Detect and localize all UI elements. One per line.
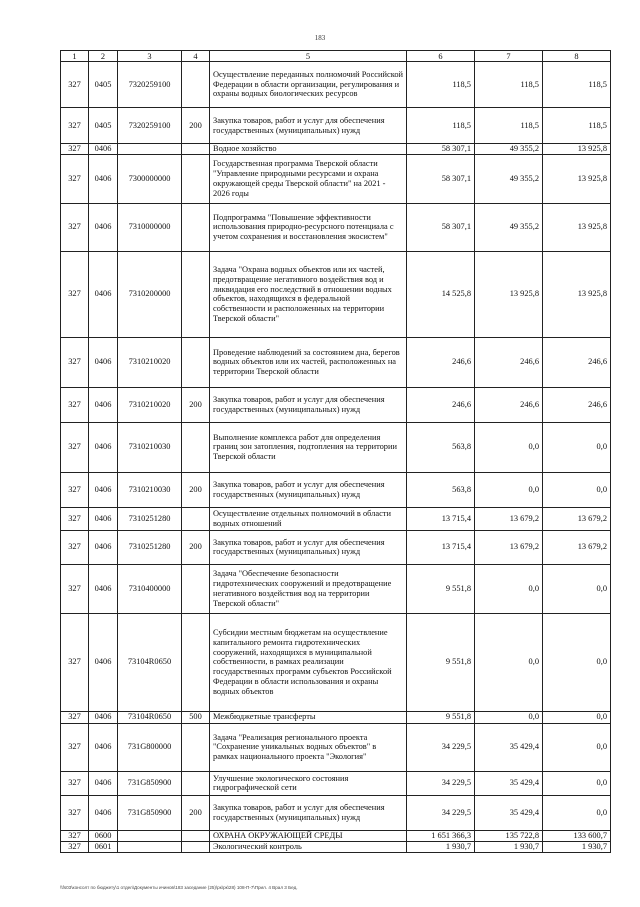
table-row — [61, 711, 611, 723]
column-header: 1 — [61, 51, 89, 62]
cell-target-code — [118, 830, 182, 841]
cell-expense-type: 200 — [182, 472, 210, 507]
cell-description: Межбюджетные трансферты — [210, 711, 407, 723]
cell-amount-year-1: 9 551,8 — [407, 613, 475, 711]
cell-section-code: 0406 — [89, 251, 118, 337]
cell-amount-year-3: 246,6 — [543, 337, 611, 387]
table-row — [61, 795, 611, 830]
table-row — [61, 422, 611, 472]
cell-amount-year-3: 0,0 — [543, 771, 611, 795]
cell-expense-type — [182, 613, 210, 711]
cell-admin-code: 327 — [61, 711, 89, 723]
table-row — [61, 564, 611, 613]
column-header: 8 — [543, 51, 611, 62]
cell-admin-code: 327 — [61, 203, 89, 251]
cell-target-code: 7320259100 — [118, 62, 182, 108]
cell-target-code: 7310210030 — [118, 472, 182, 507]
cell-amount-year-2: 118,5 — [475, 62, 543, 108]
cell-admin-code: 327 — [61, 387, 89, 422]
cell-admin-code: 327 — [61, 771, 89, 795]
column-header: 7 — [475, 51, 543, 62]
cell-target-code: 731G800000 — [118, 723, 182, 771]
cell-amount-year-3: 246,6 — [543, 387, 611, 422]
cell-amount-year-1: 34 229,5 — [407, 795, 475, 830]
cell-expense-type: 200 — [182, 795, 210, 830]
cell-amount-year-2: 0,0 — [475, 472, 543, 507]
cell-amount-year-2: 13 925,8 — [475, 251, 543, 337]
cell-amount-year-2: 49 355,2 — [475, 203, 543, 251]
cell-amount-year-1: 34 229,5 — [407, 723, 475, 771]
cell-amount-year-2: 35 429,4 — [475, 795, 543, 830]
cell-target-code: 7310251280 — [118, 530, 182, 564]
cell-amount-year-2: 135 722,8 — [475, 830, 543, 841]
table-row — [61, 507, 611, 530]
table-row — [61, 613, 611, 711]
cell-amount-year-1: 9 551,8 — [407, 711, 475, 723]
cell-section-code: 0406 — [89, 387, 118, 422]
table-row — [61, 251, 611, 337]
cell-section-code: 0405 — [89, 108, 118, 144]
cell-description: ОХРАНА ОКРУЖАЮЩЕЙ СРЕДЫ — [210, 830, 407, 841]
cell-admin-code: 327 — [61, 564, 89, 613]
cell-target-code: 7310400000 — [118, 564, 182, 613]
cell-section-code: 0406 — [89, 203, 118, 251]
cell-section-code: 0406 — [89, 472, 118, 507]
cell-amount-year-1: 1 930,7 — [407, 841, 475, 852]
cell-amount-year-1: 58 307,1 — [407, 144, 475, 155]
cell-expense-type — [182, 62, 210, 108]
cell-section-code: 0406 — [89, 711, 118, 723]
cell-amount-year-2: 0,0 — [475, 711, 543, 723]
cell-amount-year-2: 13 679,2 — [475, 507, 543, 530]
cell-section-code: 0406 — [89, 507, 118, 530]
column-header: 2 — [89, 51, 118, 62]
cell-expense-type — [182, 771, 210, 795]
table-row — [61, 154, 611, 203]
table-row — [61, 144, 611, 155]
cell-target-code: 7300000000 — [118, 154, 182, 203]
cell-description: Осуществление отдельных полномочий в области водных отношений — [210, 507, 407, 530]
cell-description: Задача "Обеспечение безопасности гидротехнических сооружений и предотвращение негативного воздействия вод на территории Тверской области" — [210, 564, 407, 613]
cell-target-code: 7310251280 — [118, 507, 182, 530]
cell-target-code: 73104R0650 — [118, 613, 182, 711]
table-row — [61, 841, 611, 852]
cell-amount-year-3: 0,0 — [543, 613, 611, 711]
table-row — [61, 530, 611, 564]
table-row — [61, 203, 611, 251]
cell-admin-code: 327 — [61, 108, 89, 144]
cell-amount-year-3: 0,0 — [543, 723, 611, 771]
cell-amount-year-3: 0,0 — [543, 422, 611, 472]
cell-amount-year-2: 246,6 — [475, 387, 543, 422]
cell-section-code: 0406 — [89, 154, 118, 203]
cell-expense-type: 200 — [182, 530, 210, 564]
cell-admin-code: 327 — [61, 472, 89, 507]
cell-section-code: 0406 — [89, 422, 118, 472]
column-header: 6 — [407, 51, 475, 62]
cell-amount-year-3: 1 930,7 — [543, 841, 611, 852]
cell-expense-type: 200 — [182, 108, 210, 144]
table-row — [61, 108, 611, 144]
cell-amount-year-3: 13 925,8 — [543, 154, 611, 203]
cell-expense-type — [182, 507, 210, 530]
cell-target-code — [118, 144, 182, 155]
cell-section-code: 0406 — [89, 723, 118, 771]
cell-target-code: 7310200000 — [118, 251, 182, 337]
cell-expense-type — [182, 830, 210, 841]
column-header: 3 — [118, 51, 182, 62]
cell-amount-year-3: 13 925,8 — [543, 203, 611, 251]
cell-amount-year-2: 49 355,2 — [475, 144, 543, 155]
cell-expense-type — [182, 203, 210, 251]
footer-file-path: \\fs03\консолт по бюджету\1 отдел\Документы ичинов\183 заседание (25)\рк\рк\28) 108-П-7\Прил. 4 Врал 3 Бед. — [60, 885, 298, 890]
cell-amount-year-1: 13 715,4 — [407, 530, 475, 564]
cell-expense-type: 200 — [182, 387, 210, 422]
cell-description: Подпрограмма "Повышение эффективности использования природно-ресурсного потенциала с учетом сохранения и восстановления экосистем" — [210, 203, 407, 251]
table-body — [61, 62, 611, 853]
cell-admin-code: 327 — [61, 723, 89, 771]
cell-amount-year-3: 118,5 — [543, 108, 611, 144]
cell-admin-code: 327 — [61, 841, 89, 852]
table-row — [61, 830, 611, 841]
cell-admin-code: 327 — [61, 154, 89, 203]
cell-admin-code: 327 — [61, 251, 89, 337]
cell-expense-type: 500 — [182, 711, 210, 723]
cell-amount-year-3: 0,0 — [543, 711, 611, 723]
cell-amount-year-1: 34 229,5 — [407, 771, 475, 795]
cell-amount-year-2: 246,6 — [475, 337, 543, 387]
cell-amount-year-3: 13 925,8 — [543, 144, 611, 155]
cell-description: Закупка товаров, работ и услуг для обеспечения государственных (муниципальных) нужд — [210, 795, 407, 830]
cell-amount-year-1: 246,6 — [407, 337, 475, 387]
cell-target-code: 7310210020 — [118, 387, 182, 422]
cell-expense-type — [182, 144, 210, 155]
cell-admin-code: 327 — [61, 830, 89, 841]
table-header-row — [61, 51, 611, 62]
cell-section-code: 0406 — [89, 337, 118, 387]
cell-amount-year-3: 133 600,7 — [543, 830, 611, 841]
cell-amount-year-2: 49 355,2 — [475, 154, 543, 203]
cell-amount-year-1: 563,8 — [407, 472, 475, 507]
cell-description: Задача "Реализация регионального проекта "Сохранение уникальных водных объектов" в рамках национального проекта "Экология" — [210, 723, 407, 771]
cell-amount-year-3: 0,0 — [543, 564, 611, 613]
cell-target-code: 731G850900 — [118, 795, 182, 830]
cell-amount-year-2: 35 429,4 — [475, 723, 543, 771]
cell-description: Экологический контроль — [210, 841, 407, 852]
cell-target-code: 7310210020 — [118, 337, 182, 387]
budget-table — [60, 50, 611, 853]
cell-description: Водное хозяйство — [210, 144, 407, 155]
cell-amount-year-1: 14 525,8 — [407, 251, 475, 337]
cell-expense-type — [182, 251, 210, 337]
cell-amount-year-1: 58 307,1 — [407, 203, 475, 251]
cell-amount-year-1: 9 551,8 — [407, 564, 475, 613]
cell-section-code: 0601 — [89, 841, 118, 852]
cell-description: Субсидии местным бюджетам на осуществление капитального ремонта гидротехнических сооружений, находящихся в муниципальной собственности, в рамках реализации государственных программ субъектов Российской Федерации в области использования и охраны водных объектов — [210, 613, 407, 711]
cell-admin-code: 327 — [61, 144, 89, 155]
cell-target-code: 7320259100 — [118, 108, 182, 144]
cell-section-code: 0406 — [89, 530, 118, 564]
table-row — [61, 472, 611, 507]
cell-amount-year-2: 0,0 — [475, 564, 543, 613]
cell-target-code: 73104R0650 — [118, 711, 182, 723]
cell-amount-year-1: 13 715,4 — [407, 507, 475, 530]
cell-expense-type — [182, 841, 210, 852]
cell-amount-year-3: 13 925,8 — [543, 251, 611, 337]
cell-admin-code: 327 — [61, 507, 89, 530]
table-row — [61, 337, 611, 387]
cell-amount-year-2: 0,0 — [475, 422, 543, 472]
cell-admin-code: 327 — [61, 530, 89, 564]
cell-amount-year-3: 118,5 — [543, 62, 611, 108]
cell-target-code — [118, 841, 182, 852]
cell-description: Закупка товаров, работ и услуг для обеспечения государственных (муниципальных) нужд — [210, 472, 407, 507]
cell-amount-year-1: 58 307,1 — [407, 154, 475, 203]
cell-admin-code: 327 — [61, 795, 89, 830]
cell-target-code: 7310210030 — [118, 422, 182, 472]
cell-admin-code: 327 — [61, 613, 89, 711]
cell-section-code: 0405 — [89, 62, 118, 108]
cell-amount-year-3: 13 679,2 — [543, 507, 611, 530]
table-row — [61, 723, 611, 771]
cell-amount-year-2: 13 679,2 — [475, 530, 543, 564]
cell-description: Закупка товаров, работ и услуг для обеспечения государственных (муниципальных) нужд — [210, 387, 407, 422]
cell-target-code: 731G850900 — [118, 771, 182, 795]
cell-admin-code: 327 — [61, 422, 89, 472]
cell-amount-year-2: 1 930,7 — [475, 841, 543, 852]
cell-admin-code: 327 — [61, 337, 89, 387]
cell-description: Закупка товаров, работ и услуг для обеспечения государственных (муниципальных) нужд — [210, 108, 407, 144]
cell-amount-year-3: 0,0 — [543, 472, 611, 507]
cell-section-code: 0406 — [89, 144, 118, 155]
cell-admin-code: 327 — [61, 62, 89, 108]
cell-expense-type — [182, 723, 210, 771]
cell-description: Выполнение комплекса работ для определения границ зон затопления, подтопления на территории Тверской области — [210, 422, 407, 472]
cell-description: Проведение наблюдений за состоянием дна, берегов водных объектов или их частей, расположенных на территории Тверской области — [210, 337, 407, 387]
cell-amount-year-2: 35 429,4 — [475, 771, 543, 795]
cell-expense-type — [182, 564, 210, 613]
cell-description: Закупка товаров, работ и услуг для обеспечения государственных (муниципальных) нужд — [210, 530, 407, 564]
cell-amount-year-1: 563,8 — [407, 422, 475, 472]
cell-expense-type — [182, 422, 210, 472]
table-row — [61, 62, 611, 108]
cell-description: Задача "Охрана водных объектов или их частей, предотвращение негативного воздействия вод и ликвидация его последствий в отношении водных объектов, находящихся в федеральной собственности и расположенных на территории Тверской области" — [210, 251, 407, 337]
cell-section-code: 0406 — [89, 771, 118, 795]
cell-expense-type — [182, 337, 210, 387]
table-row — [61, 771, 611, 795]
cell-amount-year-3: 13 679,2 — [543, 530, 611, 564]
cell-description: Осуществление переданных полномочий Российской Федерации в области организации, регулирования и охраны водных биологических ресурсов — [210, 62, 407, 108]
column-header: 4 — [182, 51, 210, 62]
cell-description: Улучшение экологического состояния гидрографической сети — [210, 771, 407, 795]
cell-section-code: 0406 — [89, 795, 118, 830]
cell-amount-year-2: 0,0 — [475, 613, 543, 711]
cell-amount-year-1: 118,5 — [407, 108, 475, 144]
cell-amount-year-3: 0,0 — [543, 795, 611, 830]
cell-amount-year-1: 118,5 — [407, 62, 475, 108]
cell-amount-year-1: 246,6 — [407, 387, 475, 422]
cell-amount-year-1: 1 651 366,3 — [407, 830, 475, 841]
cell-section-code: 0406 — [89, 613, 118, 711]
table-row — [61, 387, 611, 422]
column-header: 5 — [210, 51, 407, 62]
cell-section-code: 0600 — [89, 830, 118, 841]
cell-target-code: 7310000000 — [118, 203, 182, 251]
page-number: 183 — [314, 34, 326, 42]
cell-section-code: 0406 — [89, 564, 118, 613]
cell-description: Государственная программа Тверской области "Управление природными ресурсами и охрана окружающей среды Тверской области" на 2021 - 2026 годы — [210, 154, 407, 203]
cell-expense-type — [182, 154, 210, 203]
cell-amount-year-2: 118,5 — [475, 108, 543, 144]
